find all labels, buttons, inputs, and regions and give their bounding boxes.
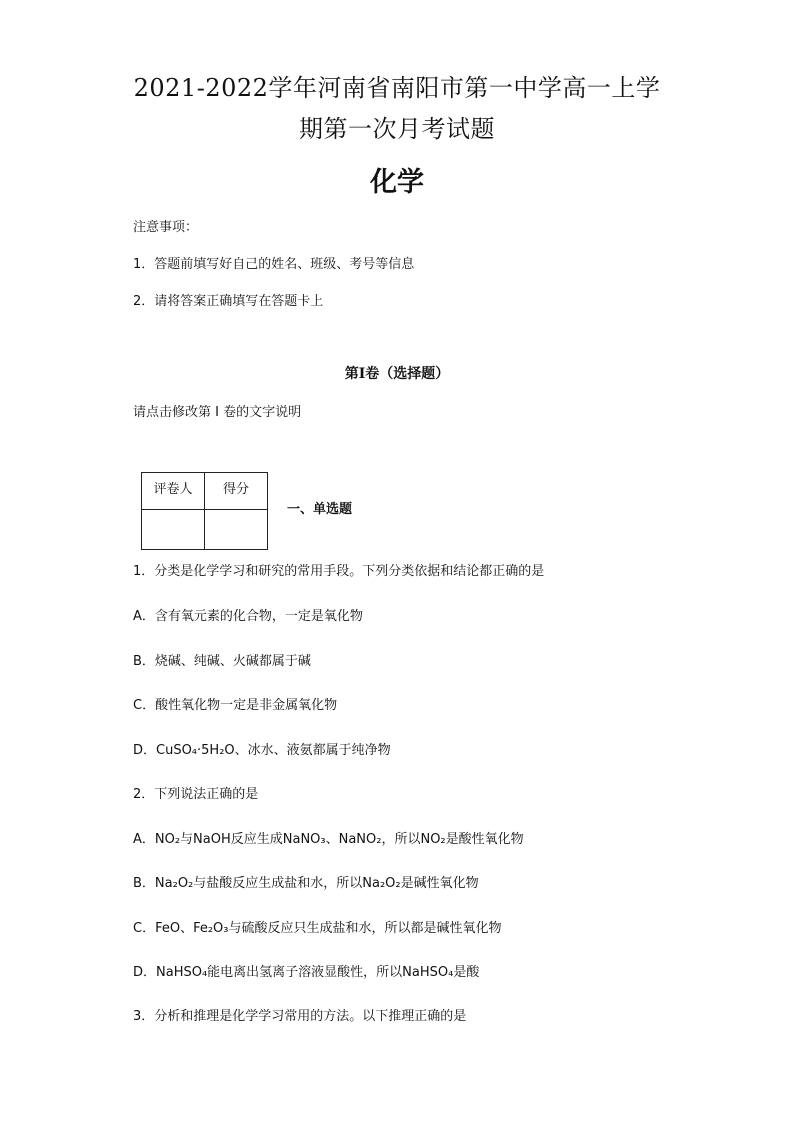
exam-title-line-2: 期第一次月考试题 xyxy=(299,115,495,143)
score-cell xyxy=(205,510,268,550)
score-header: 得分 xyxy=(205,473,268,510)
question-stem: 2．下列说法正确的是 xyxy=(133,787,259,802)
notice-heading: 注意事项： xyxy=(133,220,199,235)
question-option: A．NO₂与NaOH反应生成NaNO₃、NaNO₂，所以NO₂是酸性氧化物 xyxy=(133,832,524,847)
question-option: D．CuSO₄·5H₂O、冰水、液氨都属于纯净物 xyxy=(133,743,391,758)
subject-title: 化学 xyxy=(370,167,424,198)
question-stem: 3．分析和推理是化学学习常用的方法。以下推理正确的是 xyxy=(133,1009,467,1024)
question-option: C．FeO、Fe₂O₃与硫酸反应只生成盐和水，所以都是碱性氧化物 xyxy=(133,921,502,936)
exam-title-line-1: 2021-2022学年河南省南阳市第一中学高一上学 xyxy=(133,74,661,102)
volume-title: 第I卷（选择题） xyxy=(344,366,450,382)
question-option: A．含有氧元素的化合物，一定是氧化物 xyxy=(133,609,363,624)
question-stem: 1．分类是化学学习和研究的常用手段。下列分类依据和结论都正确的是 xyxy=(133,564,545,579)
notice-item: 1．答题前填写好自己的姓名、班级、考号等信息 xyxy=(133,257,415,272)
volume-instruction[interactable]: 请点击修改第 I 卷的文字说明 xyxy=(133,405,302,420)
grader-header: 评卷人 xyxy=(142,473,205,510)
score-table xyxy=(141,472,268,550)
grader-cell xyxy=(142,510,205,550)
question-option: C．酸性氧化物一定是非金属氧化物 xyxy=(133,698,338,713)
notice-item: 2．请将答案正确填写在答题卡上 xyxy=(133,294,324,309)
question-option: B．烧碱、纯碱、火碱都属于碱 xyxy=(133,654,311,669)
section-label: 一、单选题 xyxy=(287,502,353,517)
question-option: D．NaHSO₄能电离出氢离子溶液显酸性，所以NaHSO₄是酸 xyxy=(133,965,480,980)
question-option: B．Na₂O₂与盐酸反应生成盐和水，所以Na₂O₂是碱性氧化物 xyxy=(133,876,479,891)
